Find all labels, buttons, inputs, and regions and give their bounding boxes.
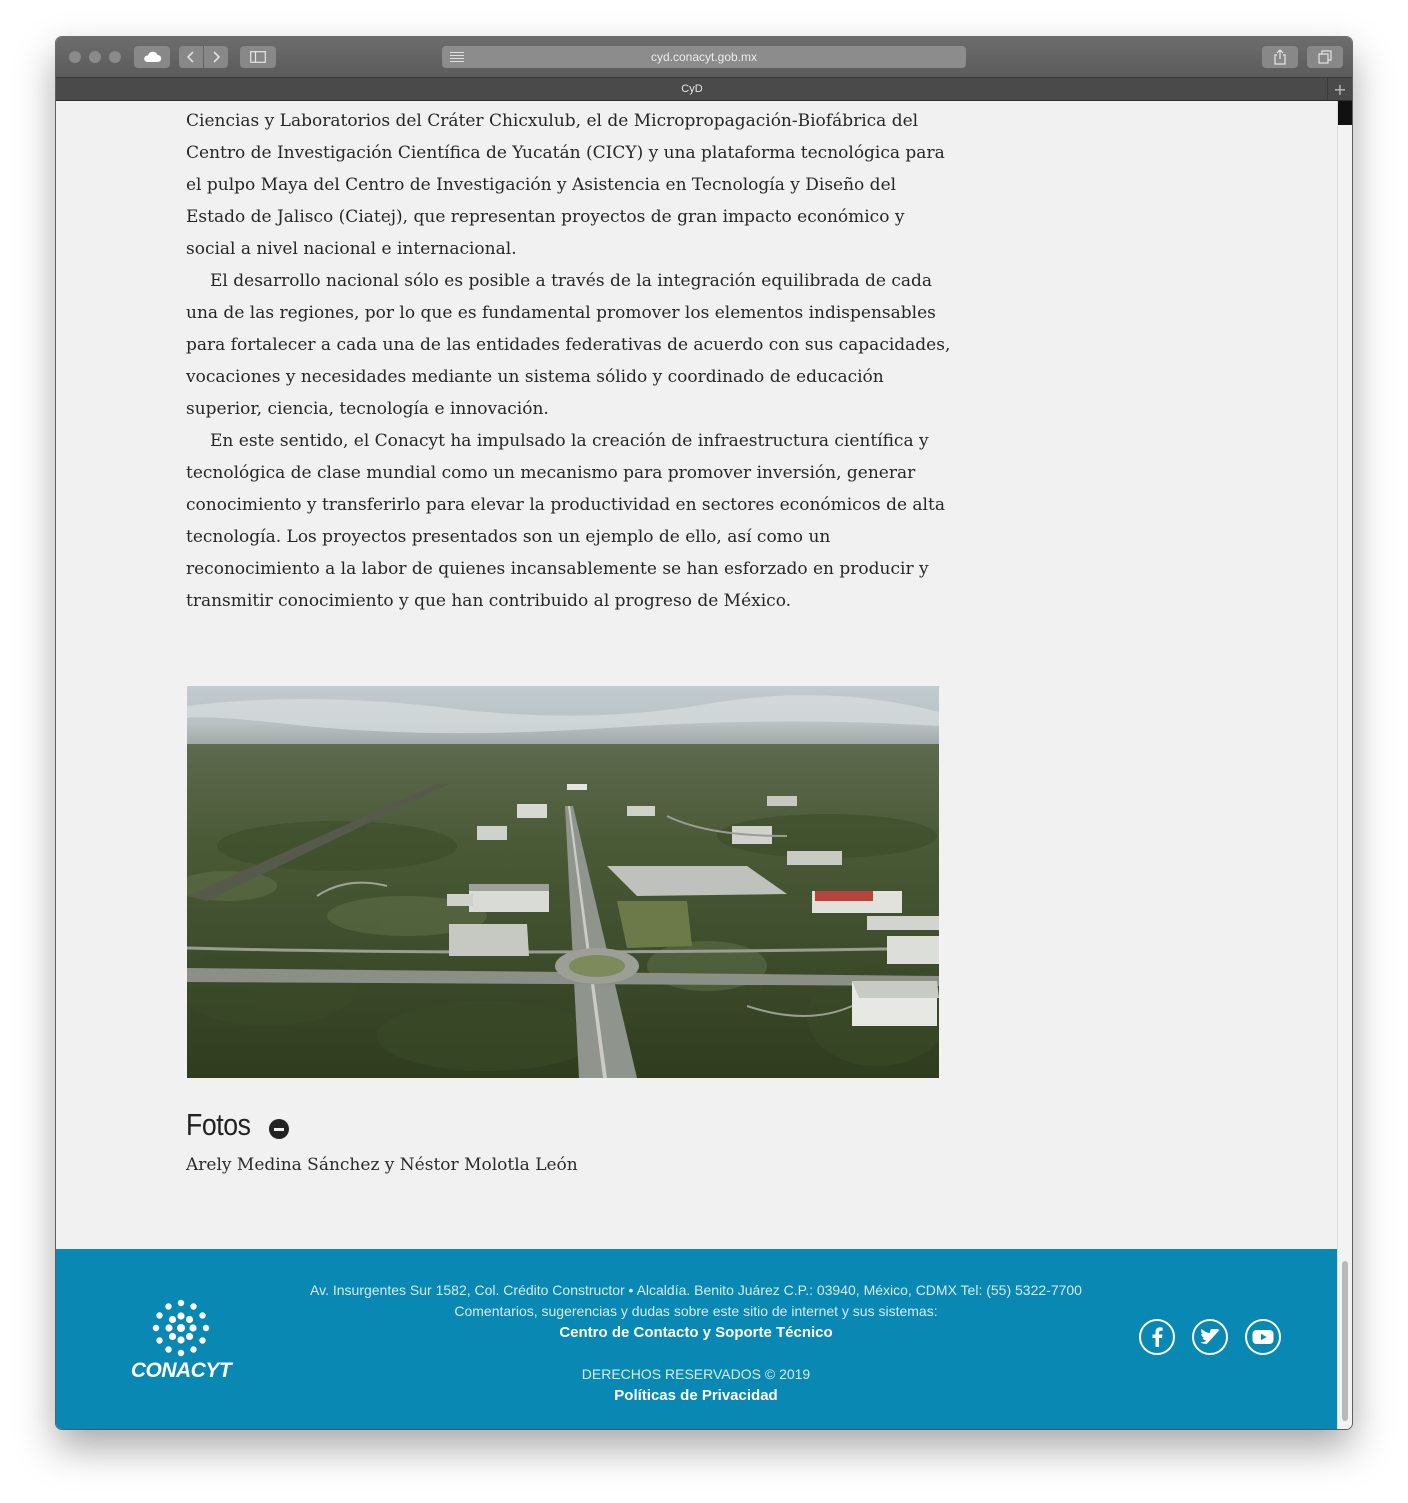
fotos-heading: Fotos: [186, 1107, 251, 1142]
conacyt-logo[interactable]: [126, 1297, 236, 1382]
address-bar[interactable]: [442, 46, 966, 68]
cloud-icon: [142, 51, 162, 63]
close-window-button[interactable]: [69, 51, 81, 63]
sidebar-button[interactable]: [240, 46, 276, 68]
forward-button[interactable]: [204, 46, 228, 68]
footer-rights: DERECHOS RESERVADOS © 2019: [581, 1366, 811, 1382]
youtube-link[interactable]: [1245, 1319, 1281, 1355]
facebook-link[interactable]: [1139, 1319, 1175, 1355]
aerial-campus-photo: [187, 686, 939, 1078]
contact-center-link[interactable]: Centro de Contacto y Soporte Técnico: [559, 1324, 833, 1341]
article-paragraph: Ciencias y Laboratorios del Cráter Chicxulub, el de Micropropagación-Biofábrica del Centro de Investigación Científica de Yucatán (CICY) y una plataforma tecnológica para el pulpo Maya del Centro de Investigación y Asistencia en Tecnología y Diseño del Estado de Jalisco (Ciatej), que representan proyectos de gran impacto económico y social a nivel nacional e internacional.: [186, 111, 945, 259]
footer-address: Av. Insurgentes Sur 1582, Col. Crédito Constructor • Alcaldía. Benito Juárez C.P.: 03940, México, CDMX Tel: (55) 5322-7700: [310, 1282, 1082, 1298]
collapse-icon[interactable]: [269, 1119, 289, 1139]
aerial-photo-illustration: [187, 686, 939, 1078]
facebook-icon: [1150, 1327, 1164, 1347]
footer-comments: Comentarios, sugerencias y dudas sobre este sitio de internet y sus sistemas:: [454, 1303, 938, 1319]
vertical-scrollbar[interactable]: [1337, 101, 1352, 1429]
conacyt-logo-text: CONACYT: [130, 1359, 232, 1382]
share-icon: [1273, 49, 1287, 65]
show-tabs-button[interactable]: [1307, 46, 1343, 68]
scrollbar-top-marker: [1338, 101, 1352, 125]
minimize-window-button[interactable]: [89, 51, 101, 63]
youtube-icon: [1252, 1329, 1274, 1345]
photo-credit: Arely Medina Sánchez y Néstor Molotla León: [186, 1155, 578, 1175]
article-paragraph: El desarrollo nacional sólo es posible a través de la integración equilibrada de cada una de las regiones, por lo que es fundamental promover los elementos indispensables para fortalecer a cada una de las entidades federativas de acuerdo con sus capacidades, vocaciones y necesidades mediante un sistema sólido y coordinado de educación superior, ciencia, tecnología e innovación.: [186, 271, 951, 419]
tabs-icon: [1318, 50, 1332, 64]
privacy-policy-link[interactable]: Políticas de Privacidad: [614, 1387, 778, 1404]
site-footer: [56, 1249, 1337, 1429]
back-icon: [186, 50, 196, 64]
browser-toolbar: [56, 37, 1352, 77]
reader-icon[interactable]: [450, 52, 464, 62]
icloud-tabs-button[interactable]: [134, 46, 170, 68]
sidebar-icon: [250, 51, 266, 63]
article-body: [186, 105, 956, 617]
scrollbar-thumb[interactable]: [1342, 1261, 1348, 1421]
browser-window: [56, 37, 1352, 1429]
share-button[interactable]: [1262, 46, 1298, 68]
twitter-link[interactable]: [1192, 1319, 1228, 1355]
url-text: cyd.conacyt.gob.mx: [650, 50, 758, 64]
conacyt-logo-icon: [126, 1297, 236, 1359]
twitter-icon: [1200, 1329, 1220, 1345]
tab-cyd[interactable]: CyD: [681, 83, 703, 95]
tab-bar: [56, 77, 1352, 101]
page-content: [56, 101, 1337, 1249]
back-button[interactable]: [179, 46, 203, 68]
forward-icon: [211, 50, 221, 64]
article-paragraph: En este sentido, el Conacyt ha impulsado la creación de infraestructura científica y tecnológica de clase mundial como un mecanismo para promover inversión, generar conocimiento y transferirlo para elevar la productividad en sectores económicos de alta tecnología. Los proyectos presentados son un ejemplo de ello, así como un reconocimiento a la labor de quienes incansablemente se han esforzado en producir y transmitir conocimiento y que han contribuido al progreso de México.: [186, 431, 945, 611]
zoom-window-button[interactable]: [109, 51, 121, 63]
new-tab-button[interactable]: +: [1327, 78, 1352, 100]
